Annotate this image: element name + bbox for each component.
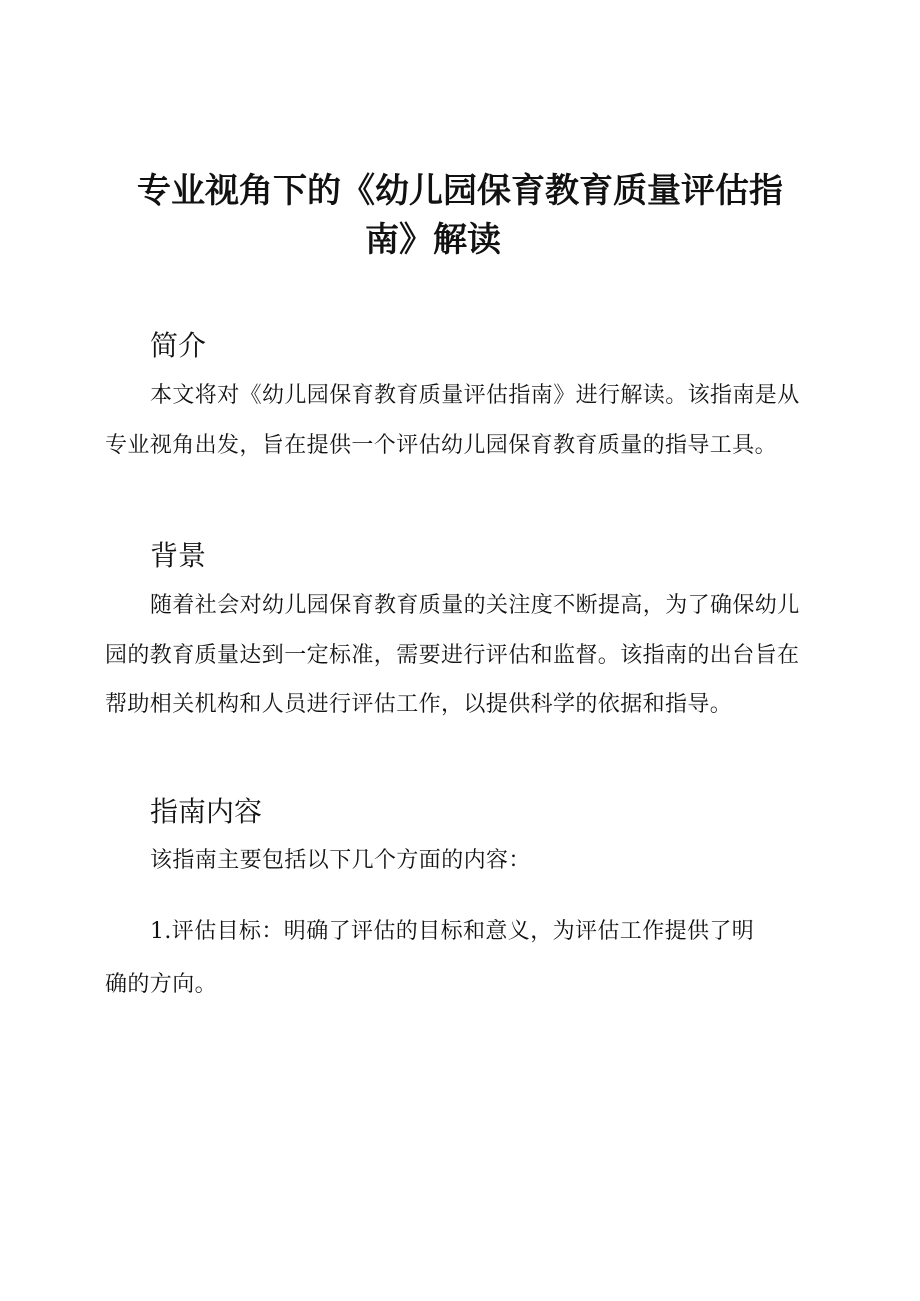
document-title-line-2: 南》解读 xyxy=(365,220,501,260)
background-paragraph-line-3: 帮助相关机构和人员进行评估工作，以提供科学的依据和指导。 xyxy=(105,692,733,717)
section-heading-background: 背景 xyxy=(150,539,207,572)
document-title-line-1: 专业视角下的《幼儿园保育教育质量评估指 xyxy=(137,171,783,211)
section-heading-guide-content: 指南内容 xyxy=(150,795,263,828)
intro-paragraph-line-2: 专业视角出发，旨在提供一个评估幼儿园保育教育质量的指导工具。 xyxy=(105,433,778,458)
background-paragraph-line-1: 随着社会对幼儿园保育教育质量的关注度不断提高，为了确保幼儿 xyxy=(150,593,800,618)
section-heading-intro: 简介 xyxy=(150,329,207,362)
background-paragraph-line-2: 园的教育质量达到一定标准，需要进行评估和监督。该指南的出台旨在 xyxy=(105,643,800,668)
list-item-1-line-1: 1.评估目标：明确了评估的目标和意义，为评估工作提供了明 xyxy=(150,919,755,944)
list-item-1-line-2: 确的方向。 xyxy=(105,972,218,997)
intro-paragraph-line-1: 本文将对《幼儿园保育教育质量评估指南》进行解读。该指南是从 xyxy=(150,383,800,408)
guide-content-intro: 该指南主要包括以下几个方面的内容： xyxy=(150,848,531,873)
